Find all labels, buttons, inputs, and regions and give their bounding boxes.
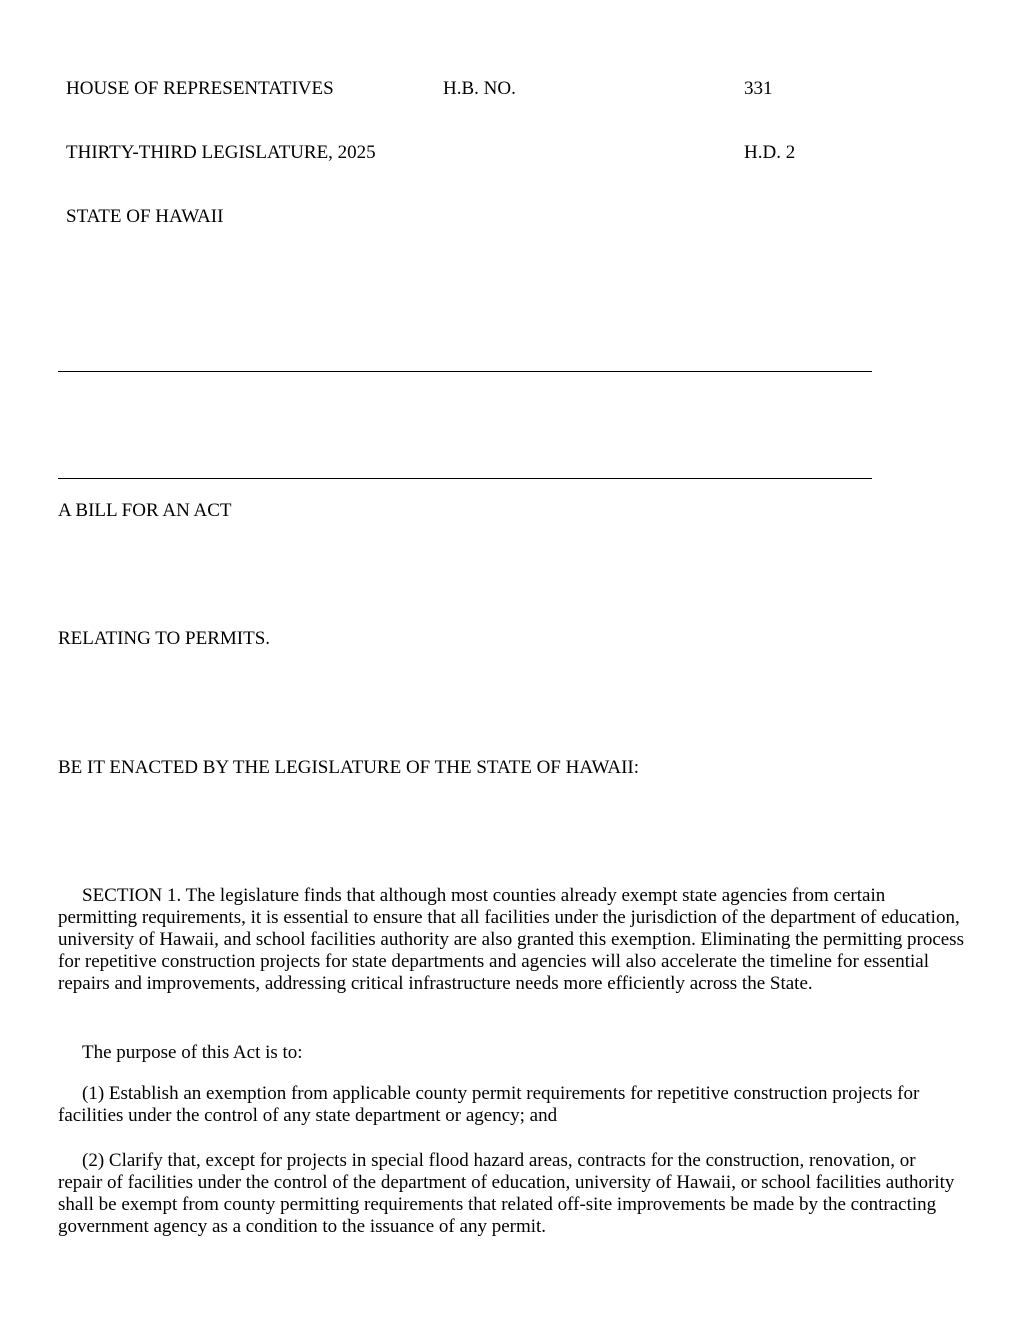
- bill-subject: RELATING TO PERMITS.: [58, 628, 271, 649]
- purpose-intro: The purpose of this Act is to:: [82, 1042, 303, 1063]
- section-1-text: SECTION 1. The legislature finds that although most counties already exempt state agencies from certain permitting requirements, it is essential to ensure that all facilities under the jurisdiction of the department of education, university of Hawaii, and school facilities authority are also granted this exemption. Eliminating the permitting process for repetitive construction projects for state departments and agencies will also accelerate the timeline for essential repairs and improvements, addressing critical infrastructure needs more efficiently across the State.: [58, 885, 964, 994]
- state-name: STATE OF HAWAII: [66, 206, 224, 227]
- enacting-clause: BE IT ENACTED BY THE LEGISLATURE OF THE STATE OF HAWAII:: [58, 757, 640, 778]
- purpose-item-2: (2) Clarify that, except for projects in special flood hazard areas, contracts for the construction, renovation, or repair of facilities under the control of the department of education, university of Hawaii, or school facilities authority shall be exempt from county permitting requirements that related off-site improvements be made by the contracting government agency as a condition to the issuance of any permit.: [58, 1150, 955, 1237]
- bill-number: 331: [744, 78, 773, 99]
- chamber-name: HOUSE OF REPRESENTATIVES: [66, 78, 334, 99]
- title-divider-bottom: [58, 478, 872, 479]
- title-divider-top: [58, 371, 872, 372]
- bill-for-act-heading: A BILL FOR AN ACT: [58, 500, 232, 521]
- bill-number-label: H.B. NO.: [443, 78, 516, 99]
- purpose-item-1: (1) Establish an exemption from applicable county permit requirements for repetitive construction projects for facilities under the control of any state department or agency; and: [58, 1083, 920, 1126]
- house-draft: H.D. 2: [744, 142, 796, 163]
- legislature-session: THIRTY-THIRD LEGISLATURE, 2025: [66, 142, 376, 163]
